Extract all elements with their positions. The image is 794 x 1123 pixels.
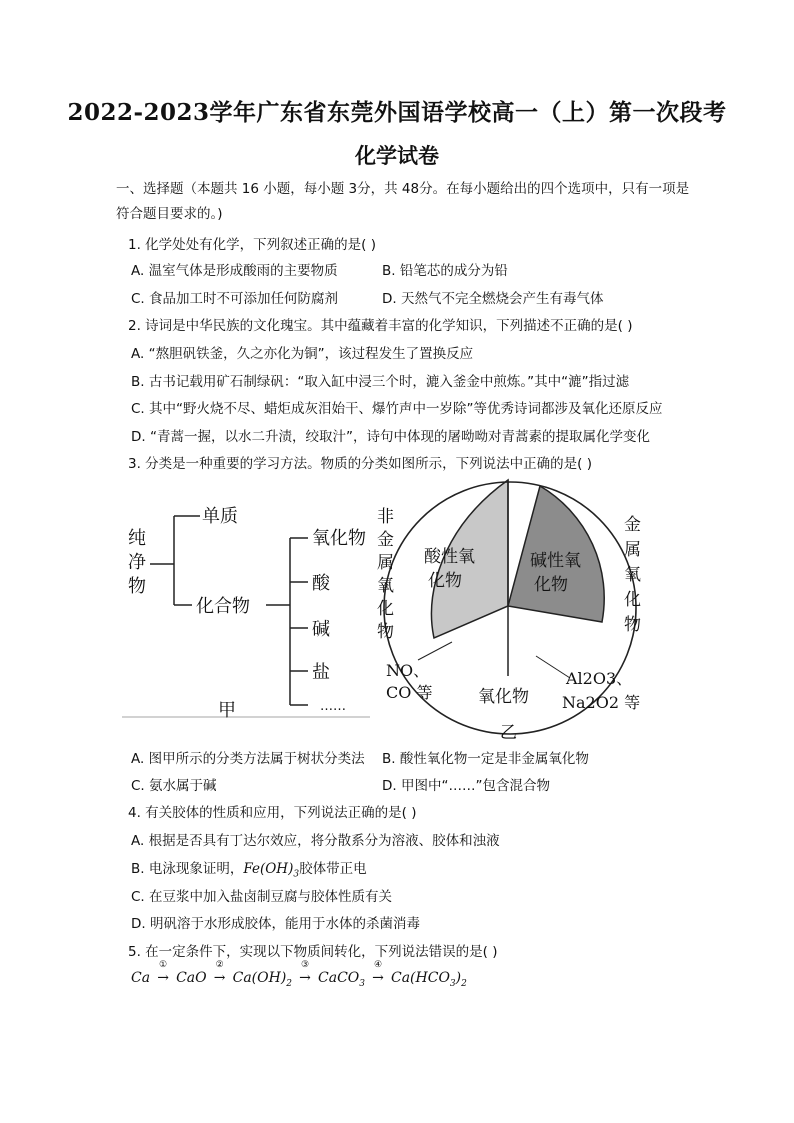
pie-acid-label-2: 化物 bbox=[428, 571, 462, 591]
tree-root-char-3: 物 bbox=[128, 576, 146, 597]
pie-right-char-2: 属 bbox=[624, 540, 641, 560]
tree-leaf-base: 碱 bbox=[312, 619, 330, 640]
question-1-option-b: B. 铅笔芯的成分为铅 bbox=[382, 263, 508, 279]
section-heading: 一、选择题（本题共 16 小题，每小题 3分，共 48分。在每小题给出的四个选项中，只有一项是 bbox=[116, 181, 690, 197]
tree-root-char-2: 净 bbox=[128, 552, 146, 573]
question-5-stem: 5. 在一定条件下，实现以下物质间转化，下列说法错误的是( ) bbox=[128, 944, 498, 960]
question-1-stem: 1. 化学处处有化学，下列叙述正确的是( ) bbox=[128, 237, 376, 253]
question-4-option-a: A. 根据是否具有丁达尔效应，将分散系分为溶液、胶体和浊液 bbox=[131, 833, 500, 849]
formula-fe-oh: $Fe(OH)_3$ bbox=[243, 861, 300, 880]
question-1-option-a: A. 温室气体是形成酸雨的主要物质 bbox=[131, 263, 338, 279]
pie-no-label: NO、 bbox=[386, 661, 430, 680]
reaction-arrow: ④ → bbox=[372, 960, 384, 986]
pie-left-char-1: 非 bbox=[377, 507, 394, 527]
question-1-option-d: D. 天然气不完全燃烧会产生有毒气体 bbox=[382, 291, 604, 307]
pie-right-char-4: 化 bbox=[624, 590, 641, 610]
tree-leaf-salt: 盐 bbox=[312, 662, 330, 683]
question-2-option-d: D. “青蒿一握，以水二升渍，绞取汁”，诗句中体现的屠呦呦对青蒿素的提取属化学变化 bbox=[131, 429, 650, 445]
tree-caption: 甲 bbox=[218, 700, 236, 721]
pie-caption: 乙 bbox=[500, 723, 517, 742]
pie-right-char-5: 物 bbox=[624, 615, 641, 635]
question-3-option-b: B. 酸性氧化物一定是非金属氧化物 bbox=[382, 751, 589, 767]
pie-left-char-2: 金 bbox=[377, 530, 394, 550]
tree-compound-label: 化合物 bbox=[196, 596, 250, 617]
pie-left-char-3: 属 bbox=[377, 553, 394, 573]
species: Ca bbox=[131, 970, 151, 986]
exam-title: 2022-2023学年广东省东莞外国语学校高一（上）第一次段考 bbox=[67, 99, 727, 126]
tree-root-char-1: 纯 bbox=[128, 528, 146, 549]
species: $Ca(HCO_3)_2$ bbox=[391, 970, 467, 989]
exam-subtitle: 化学试卷 bbox=[355, 143, 439, 168]
question-2-option-c: C. 其中“野火烧不尽、蜡炬成灰泪始干、爆竹声中一岁除”等优秀诗词都涉及氧化还原反应 bbox=[131, 401, 663, 417]
question-2-option-a: A. “熬胆矾铁釜，久之亦化为铜”，该过程发生了置换反应 bbox=[131, 346, 474, 362]
question-3-option-a: A. 图甲所示的分类方法属于树状分类法 bbox=[131, 751, 365, 767]
question-3-stem: 3. 分类是一种重要的学习方法。物质的分类如图所示，下列说法中正确的是( ) bbox=[128, 456, 592, 472]
reaction-arrow: ① → bbox=[157, 960, 169, 986]
pie-al2o3-label: Al2O3、 bbox=[566, 669, 633, 688]
pie-left-char-5: 化 bbox=[377, 599, 394, 619]
question-2-option-b: B. 古书记载用矿石制绿矾：“取入缸中浸三个时，漉入釜金中煎炼。”其中“漉”指过滤 bbox=[131, 374, 630, 390]
species: $Ca(OH)_2$ bbox=[232, 970, 293, 989]
pie-center-label: 氧化物 bbox=[478, 687, 529, 707]
tree-elem-label: 单质 bbox=[202, 506, 238, 527]
question-3-option-c: C. 氨水属于碱 bbox=[131, 778, 217, 794]
species: CaO bbox=[176, 970, 207, 986]
question-2-stem: 2. 诗词是中华民族的文化瑰宝。其中蕴藏着丰富的化学知识，下列描述不正确的是( ) bbox=[128, 318, 633, 334]
pie-left-char-4: 氧 bbox=[377, 576, 394, 596]
question-3-option-d: D. 甲图中“……”包含混合物 bbox=[382, 778, 550, 794]
question-4-option-c: C. 在豆浆中加入盐卤制豆腐与胶体性质有关 bbox=[131, 889, 393, 905]
question-4-option-d: D. 明矾溶于水形成胶体，能用于水体的杀菌消毒 bbox=[131, 916, 420, 932]
species: CaCO$_3$ bbox=[318, 970, 365, 989]
classification-figure bbox=[122, 472, 652, 742]
question-1-option-c: C. 食品加工时不可添加任何防腐剂 bbox=[131, 291, 339, 307]
question-4-stem: 4. 有关胶体的性质和应用，下列说法正确的是( ) bbox=[128, 805, 417, 821]
pie-right-char-1: 金 bbox=[624, 515, 641, 535]
tree-leaf-acid: 酸 bbox=[312, 573, 330, 594]
tree-leaf-ellipsis: …… bbox=[320, 699, 346, 714]
pie-right-char-3: 氧 bbox=[624, 565, 641, 585]
tree-leaf-oxide: 氧化物 bbox=[312, 528, 366, 549]
conversion-sequence bbox=[131, 960, 467, 989]
pie-basic-label-2: 化物 bbox=[534, 575, 568, 595]
pie-acid-label-1: 酸性氧 bbox=[424, 547, 475, 567]
reaction-arrow: ② → bbox=[213, 960, 226, 986]
question-4-option-b: B. 电泳现象证明，$Fe(OH)_3$胶体带正电 bbox=[131, 861, 367, 880]
pie-na2o2-label: Na2O2 等 bbox=[562, 693, 641, 712]
section-heading-cont: 符合题目要求的。) bbox=[116, 206, 223, 222]
reaction-arrow: ③ → bbox=[299, 960, 311, 986]
pie-basic-label-1: 碱性氧 bbox=[530, 551, 581, 571]
pie-left-char-6: 物 bbox=[377, 622, 394, 642]
pie-co-label: CO 等 bbox=[386, 683, 433, 702]
